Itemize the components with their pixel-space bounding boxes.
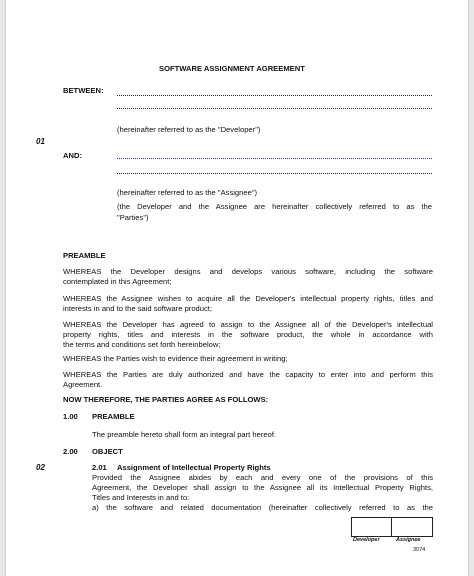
and-label: AND: <box>63 151 82 160</box>
assignee-name-line[interactable] <box>117 158 432 159</box>
developer-note: (hereinafter referred to as the "Developer") <box>117 125 261 134</box>
whereas-3-line2: property rights, titles and interests in the software product, the whole in accordance with <box>63 330 433 339</box>
whereas-3-line1: WHEREAS the Developer has agreed to assign to the Assignee all of the Developer's intellectual <box>63 320 433 329</box>
subsection-line1: Provided the Assignee abides by each and every one of the provisions of this <box>92 473 433 482</box>
section-1-number: 1.00 <box>63 412 78 421</box>
developer-initials-label: Developer <box>353 537 380 543</box>
subsection-number: 2.01 <box>92 463 107 472</box>
assignee-note: (hereinafter referred to as the "Assignee") <box>117 188 258 197</box>
margin-mark-01: 01 <box>36 137 45 146</box>
document-page <box>6 0 468 576</box>
whereas-1-line2: contemplated in this Agreement; <box>63 277 172 286</box>
whereas-4-line1: WHEREAS the Parties wish to evidence their agreement in writing; <box>63 354 288 363</box>
whereas-5-line1: WHEREAS the Parties are duly authorized and have the capacity to enter into and perform this <box>63 370 433 379</box>
subsection-title: Assignment of Intellectual Property Rights <box>117 463 271 472</box>
whereas-2-line1: WHEREAS the Assignee wishes to acquire all the Developer's intellectual property rights, titles and <box>63 294 433 303</box>
subsection-line3: Titles and Interests in and to: <box>92 493 190 502</box>
now-therefore-heading: NOW THEREFORE, THE PARTIES AGREE AS FOLLOWS: <box>63 395 269 404</box>
collective-note-line1: (the Developer and the Assignee are hereinafter collectively referred to as the <box>117 202 432 211</box>
document-title: SOFTWARE ASSIGNMENT AGREEMENT <box>159 64 305 73</box>
whereas-5-line2: Agreement. <box>63 380 103 389</box>
whereas-3-line3: the terms and conditions set forth hereinbelow; <box>63 340 221 349</box>
assignee-initials-label: Assignee <box>396 537 421 543</box>
section-2-number: 2.00 <box>63 447 78 456</box>
subsection-line2: Agreement, the Developer shall assign to the Assignee all its Intellectual Property Rights, <box>92 483 433 492</box>
subsection-line4: a) the software and related documentation (hereinafter collectively referred to as the <box>92 503 433 512</box>
section-2-title: OBJECT <box>92 447 123 456</box>
collective-note-line2: "Parties") <box>117 213 149 222</box>
between-label: BETWEEN: <box>63 86 104 95</box>
assignee-initials-box[interactable] <box>391 517 433 537</box>
section-1-text: The preamble hereto shall form an integral part hereof. <box>92 430 277 439</box>
whereas-1-line1: WHEREAS the Developer designs and develops various software, including the software <box>63 267 433 276</box>
developer-address-line[interactable] <box>117 108 432 109</box>
preamble-heading: PREAMBLE <box>63 251 106 260</box>
assignee-address-line[interactable] <box>117 173 432 174</box>
section-1-title: PREAMBLE <box>92 412 135 421</box>
developer-name-line[interactable] <box>117 95 432 96</box>
margin-mark-02: 02 <box>36 463 45 472</box>
developer-initials-box[interactable] <box>351 517 393 537</box>
whereas-2-line2: interests in and to the said software product; <box>63 304 213 313</box>
page-number: 3074 <box>413 547 426 553</box>
